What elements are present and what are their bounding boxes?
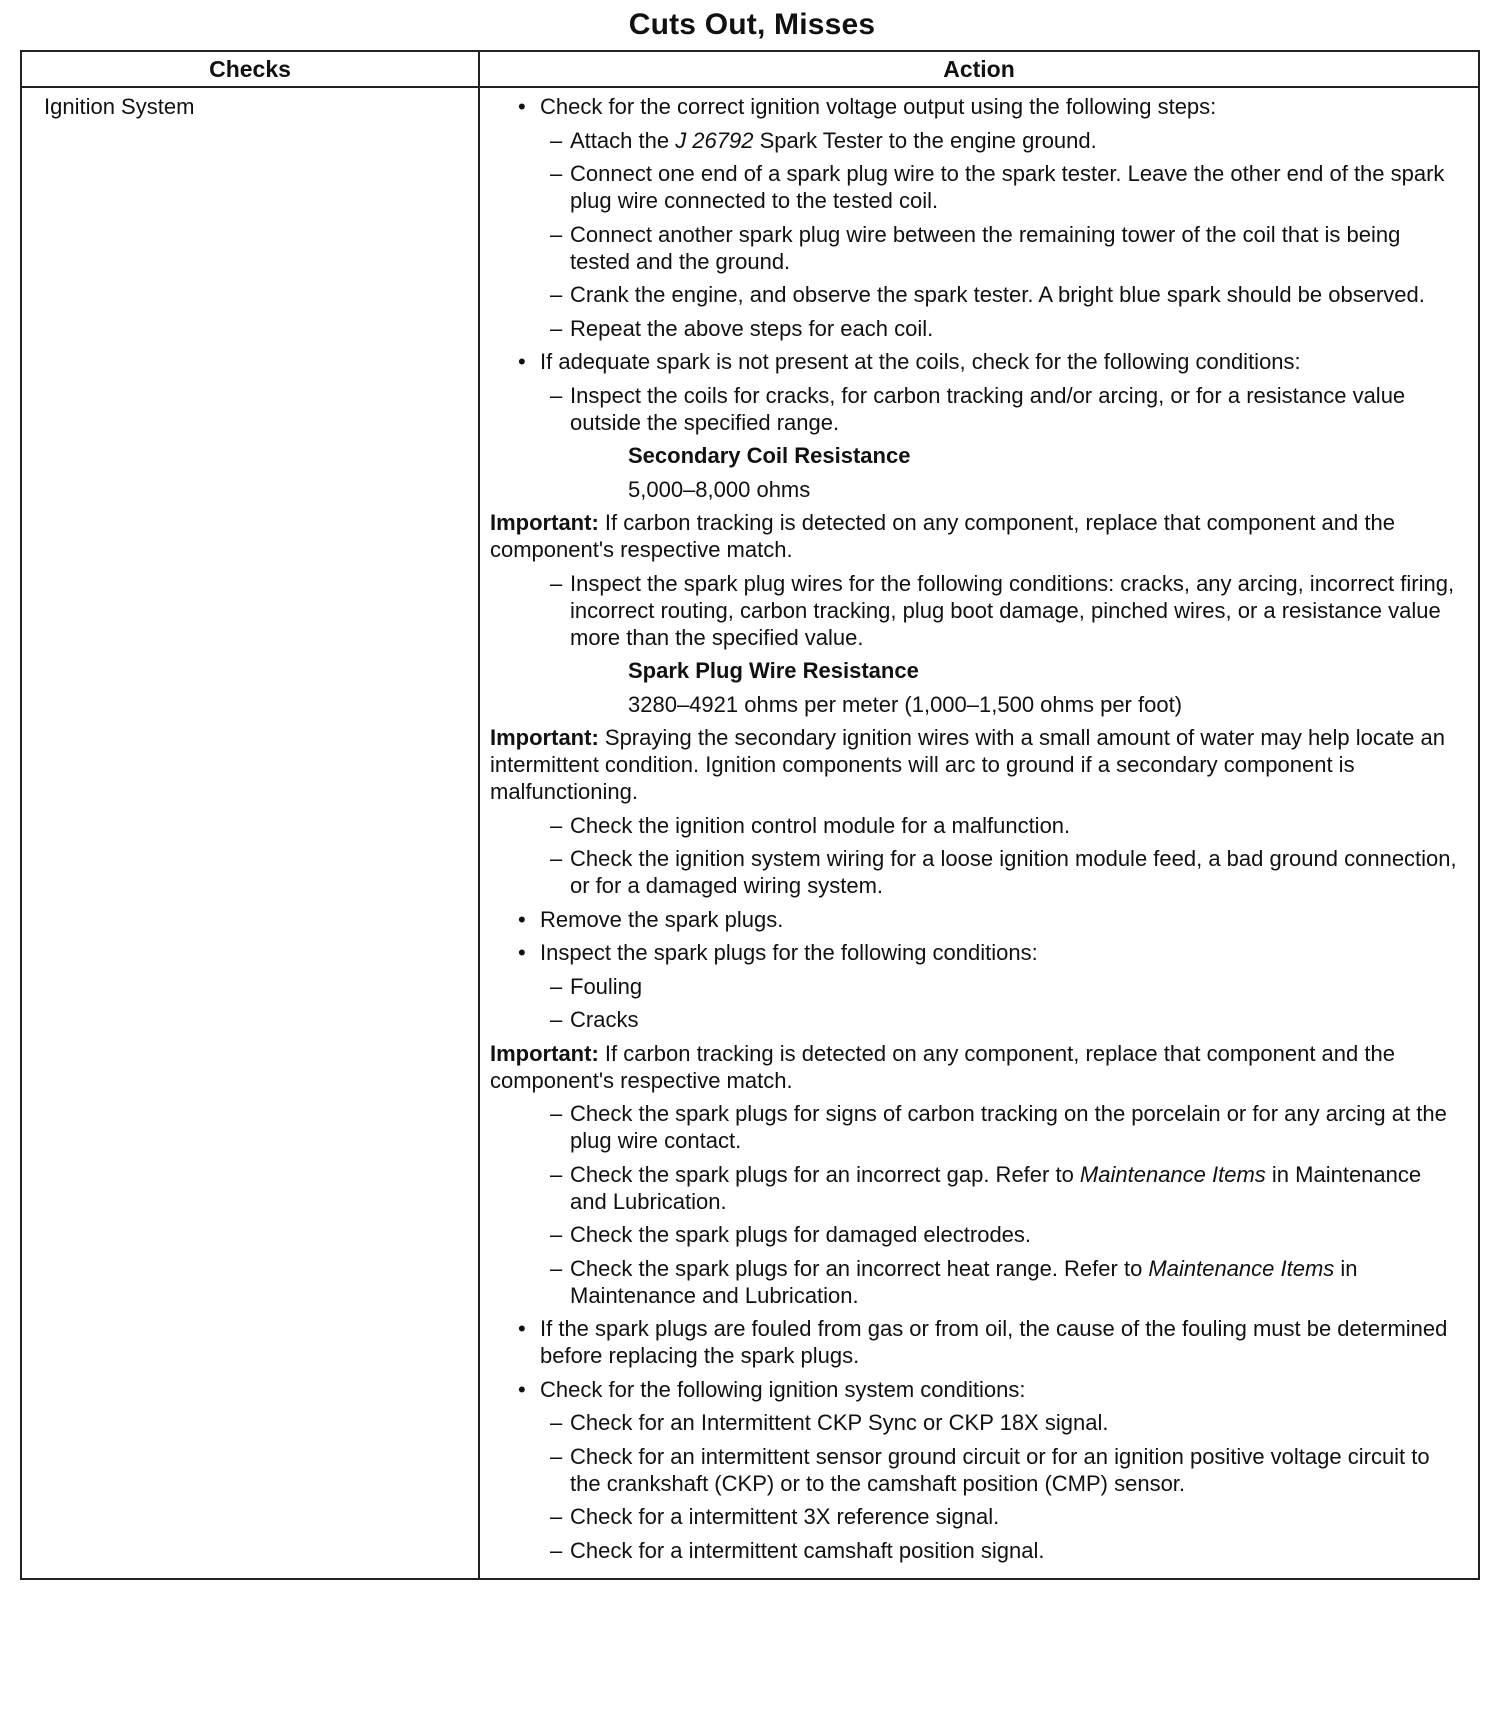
important-label: Important: <box>490 510 599 535</box>
dash-item: – Connect one end of a spark plug wire to the spark tester. Leave the other end of the spark plug wire connected to the tested coil. <box>550 160 1462 214</box>
action-cell <box>479 87 1479 1579</box>
spec-title: Spark Plug Wire Resistance <box>628 658 919 683</box>
dash-item: – Inspect the coils for cracks, for carbon tracking and/or arcing, or for a resistance value outside the specified range. <box>550 382 1462 436</box>
important-note: Important: If carbon tracking is detected on any component, replace that component and the component's respective match. <box>490 1040 1395 1093</box>
important-label: Important: <box>490 1040 599 1066</box>
dash-item: – Attach the J 26792 Spark Tester to the engine ground. <box>550 127 1462 154</box>
dash-item: – Check the spark plugs for signs of carbon tracking on the porcelain or for any arcing at the plug wire contact. <box>550 1100 1462 1154</box>
dash-item: – Inspect the spark plug wires for the following conditions: cracks, any arcing, incorrect firing, incorrect routing, carbon tracking, plug boot damage, pinched wires, or a resistance value more than the specified value. <box>550 570 1462 651</box>
diagnostic-table <box>20 50 1480 1580</box>
dash-item: – Check the spark plugs for damaged electrodes. <box>550 1221 1462 1248</box>
manual-reference: Maintenance Items <box>1148 1255 1335 1281</box>
important-note: Important: Spraying the secondary ignition wires with a small amount of water may help locate an intermittent condition. Ignition components will arc to ground if a secondary component is malfunctioning. <box>490 725 1445 804</box>
spec-value: 3280–4921 ohms per meter (1,000–1,500 ohms per foot) <box>628 691 1183 717</box>
dash-item: – Check for a intermittent 3X reference signal. <box>550 1503 1462 1530</box>
dash-item: – Check the ignition system wiring for a loose ignition module feed, a bad ground connection, or for a damaged wiring system. <box>550 845 1462 899</box>
bullet-item: • Remove the spark plugs. <box>510 906 1462 933</box>
dash-item: – Cracks <box>550 1006 1462 1033</box>
table-header-row <box>21 51 1479 87</box>
dash-item: – Check for a intermittent camshaft position signal. <box>550 1537 1462 1564</box>
dash-item: – Check for an intermittent sensor ground circuit or for an ignition positive voltage circuit to the crankshaft (CKP) or to the camshaft position (CMP) sensor. <box>550 1443 1462 1497</box>
dash-item: – Check the spark plugs for an incorrect gap. Refer to Maintenance Items in Maintenance and Lubrication. <box>550 1161 1462 1215</box>
manual-reference: Maintenance Items <box>1079 1161 1266 1187</box>
dash-item: – Check the ignition control module for a malfunction. <box>550 812 1462 839</box>
bullet-item: • If the spark plugs are fouled from gas or from oil, the cause of the fouling must be determined before replacing the spark plugs. <box>510 1315 1462 1369</box>
bullet-item: • Check for the correct ignition voltage output using the following steps: <box>510 93 1462 120</box>
spec-value: 5,000–8,000 ohms <box>628 476 811 502</box>
important-note: Important: If carbon tracking is detected on any component, replace that component and the component's respective match. <box>490 510 1395 562</box>
header-checks: Checks <box>21 51 479 87</box>
dash-item: – Check for an Intermittent CKP Sync or CKP 18X signal. <box>550 1409 1462 1436</box>
dash-item: – Fouling <box>550 973 1462 1000</box>
spec-title: Secondary Coil Resistance <box>628 443 911 468</box>
bullet-item: • Inspect the spark plugs for the following conditions: <box>510 939 1462 966</box>
dash-item: – Check the spark plugs for an incorrect heat range. Refer to Maintenance Items in Maintenance and Lubrication. <box>550 1255 1462 1309</box>
bullet-item: • Check for the following ignition system conditions: <box>510 1376 1462 1403</box>
dash-item: – Crank the engine, and observe the spark tester. A bright blue spark should be observed. <box>550 281 1462 308</box>
header-action: Action <box>479 51 1479 87</box>
dash-item: – Connect another spark plug wire between the remaining tower of the coil that is being tested and the ground. <box>550 221 1462 275</box>
bullet-item: • If adequate spark is not present at the coils, check for the following conditions: <box>510 348 1462 375</box>
checks-label: Ignition System <box>44 94 195 119</box>
important-label: Important: <box>490 725 599 750</box>
table-row <box>21 87 1479 1579</box>
checks-cell <box>21 87 479 1579</box>
dash-item: – Repeat the above steps for each coil. <box>550 315 1462 342</box>
tool-reference: J 26792 <box>675 127 754 153</box>
page-title: Cuts Out, Misses <box>628 8 876 41</box>
